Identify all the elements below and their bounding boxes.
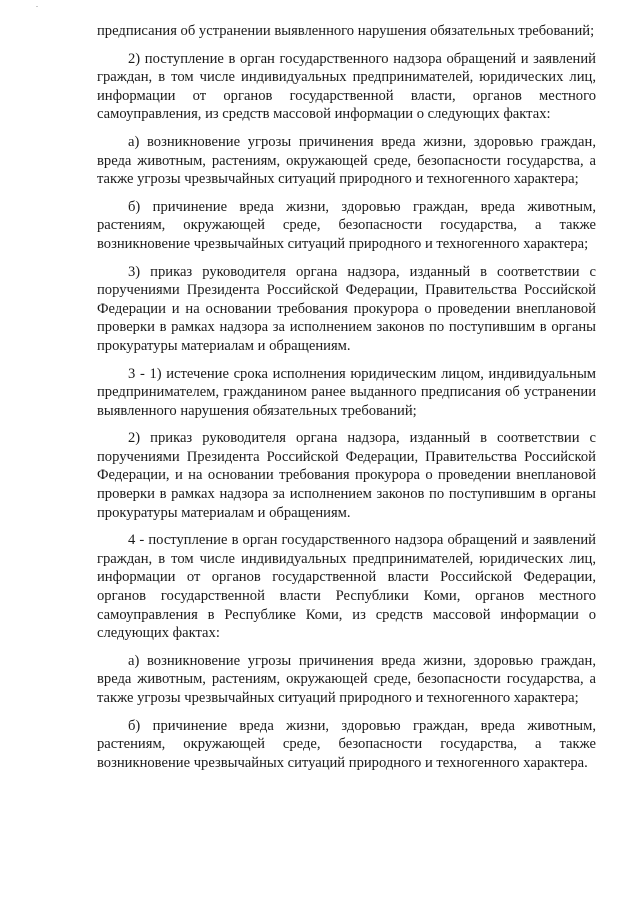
paragraph-item-4: 4 - поступление в орган государственного надзора обращений и заявлений граждан, в том числе индивидуальных предпринимателей, юридических лиц, информации от органов государственной власти Российской Федерации, органов государственной власти Республики Коми, органов местного самоуправления в Республике Коми, из средств массовой информации о следующих фактах: — [97, 532, 596, 642]
paragraph-item-4a: а) возникновение угрозы причинения вреда жизни, здоровью граждан, вреда животным, растениям, окружающей среде, безопасности государства, а также угрозы чрезвычайных ситуаций природного и техногенного характера; — [97, 652, 596, 706]
paragraph-item-4b: б) причинение вреда жизни, здоровью граждан, вреда животным, растениям, окружающей среде, безопасности государства, а также возникновение чрезвычайных ситуаций природного и техногенного характера. — [97, 717, 596, 771]
paragraph-item-3-1: 3 - 1) истечение срока исполнения юридическим лицом, индивидуальным предпринимателем, гражданином ранее выданного предписания об устранении выявленного нарушения обязательных требований; — [97, 365, 596, 419]
scan-artifact — [36, 6, 38, 7]
paragraph-item-3: 3) приказ руководителя органа надзора, изданный в соответствии с поручениями Президента Российской Федерации, Правительства Российской Федерации и на основании требования прокурора о проведении внеплановой проверки в рамках надзора за исполнением законов по поступившим в органы прокуратуры материалам и обращениям. — [97, 263, 596, 354]
document-body — [97, 22, 596, 781]
paragraph-item-2a: а) возникновение угрозы причинения вреда жизни, здоровью граждан, вреда животным, растениям, окружающей среде, безопасности государства, а также угрозы чрезвычайных ситуаций природного и техногенного характера; — [97, 133, 596, 188]
paragraph-continuation: предписания об устранении выявленного нарушения обязательных требований; — [97, 23, 595, 39]
paragraph-item-2: 2) поступление в орган государственного надзора обращений и заявлений граждан, в том числе индивидуальных предпринимателей, юридических лиц, информации от органов государственной власти, органов местного самоуправления, из средств массовой информации о следующих фактах: — [97, 50, 596, 123]
paragraph-item-3-2: 2) приказ руководителя органа надзора, изданный в соответствии с поручениями Президента Российской Федерации, Правительства Российской Федерации, и на основании требования прокурора о проведении внеплановой проверки в рамках надзора за исполнением законов по поступившим в органы прокуратуры материалам и обращениям. — [97, 430, 596, 521]
paragraph-item-2b: б) причинение вреда жизни, здоровью граждан, вреда животным, растениям, окружающей среде, безопасности государства, а также возникновение чрезвычайных ситуаций природного и техногенного характера; — [97, 198, 596, 252]
